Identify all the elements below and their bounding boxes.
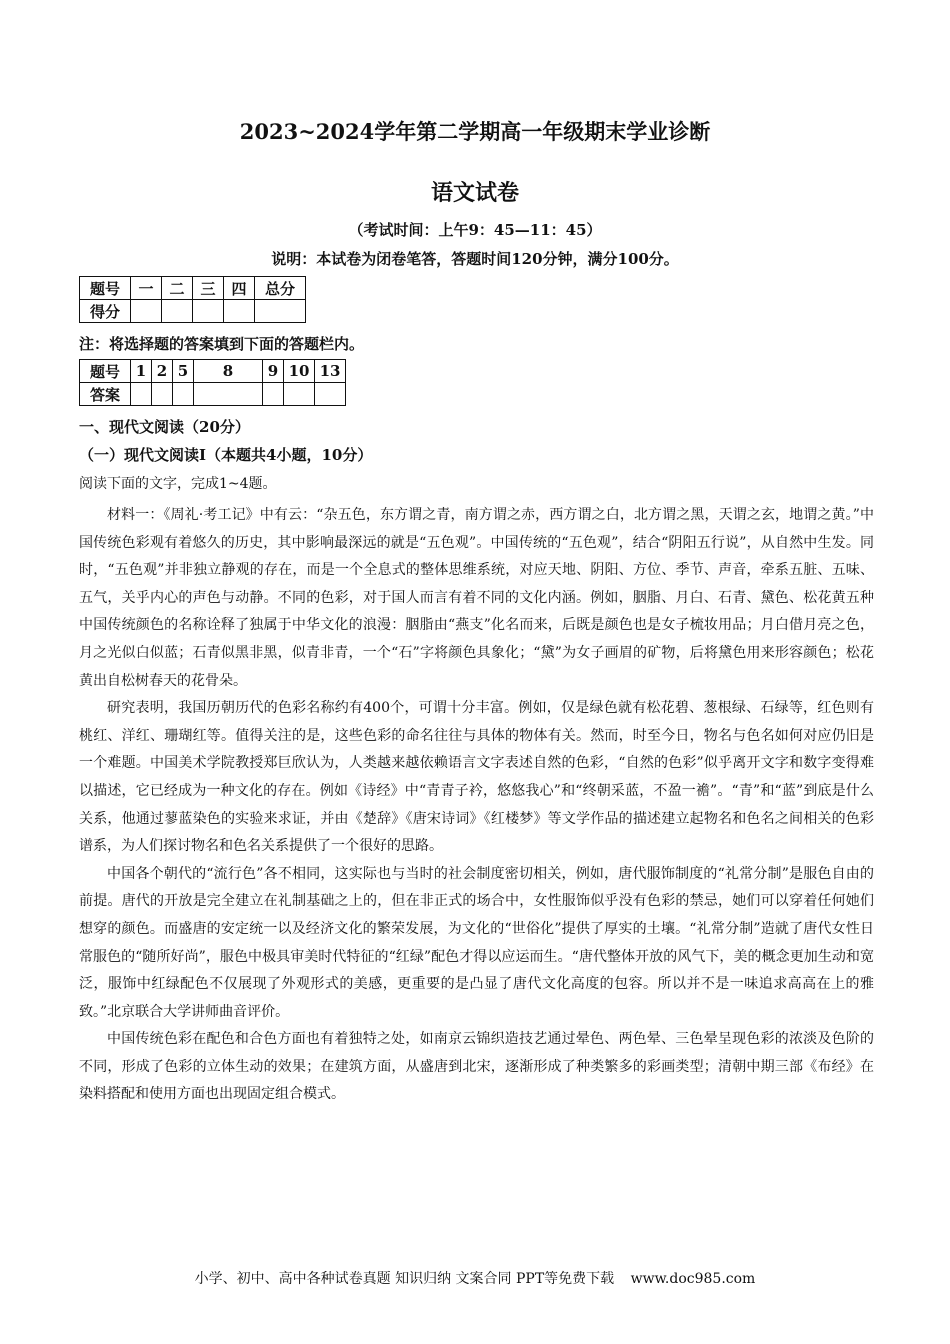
score-cell: 四 — [224, 277, 255, 300]
passage-paragraph: 中国各个朝代的“流行色”各不相同，这实际也与当时的社会制度密切相关，例如，唐代服饰制度的“礼常分制”是服色自由的前提。唐代的开放是完全建立在礼制基础之上的，但在非正式的场合中，女性服饰似乎没有色彩的禁忌，她们可以穿着任何她们想穿的颜色。而盛唐的安定统一以及经济文化的繁荣发展，为文化的“世俗化”提供了厚实的土壤。“礼常分制”造就了唐代女性日常服色的“随所好尚”，服色中极具审美时代特征的“红绿”配色才得以应运而生。“唐代整体开放的风气下，美的概念更加生动和宽泛，服饰中红绿配色不仅展现了外观形式的美感，更重要的是凸显了唐代文化高度的包容。所以并不是一味追求高高在上的雅致。”北京联合大学讲师曲音评价。 — [79, 865, 874, 1020]
answer-blank-cell[interactable] — [284, 383, 315, 406]
answer-blank-cell[interactable] — [131, 383, 152, 406]
answer-table — [79, 359, 346, 406]
reading-intro: 阅读下面的文字，完成1~4题。 — [79, 476, 277, 492]
score-blank-cell[interactable] — [193, 300, 224, 323]
passage-paragraph: 研究表明，我国历朝历代的色彩名称约有400个，可谓十分丰富。例如，仅是绿色就有松花碧、葱根绿、石绿等，红色则有桃红、洋红、珊瑚红等。值得关注的是，这些色彩的命名往往与具体的物体有关。然而，时至今日，物名与色名如何对应仍旧是一个难题。中国美术学院教授郑巨欣认为，人类越来越依赖语言文字表述自然的色彩，“自然的色彩”似乎离开文字和数字变得难以描述，它已经成为一种文化的存在。例如《诗经》中“青青子衿，悠悠我心”和“终朝采蓝，不盈一襜”。“青”和“蓝”到底是什么关系，他通过蓼蓝染色的实验来求证，并由《楚辞》《唐宋诗词》《红楼梦》等文学作品的描述建立起物名和色名之间相关的色彩谱系，为人们探讨物名和色名关系提供了一个很好的思路。 — [79, 700, 874, 855]
answer-cell: 13 — [315, 360, 346, 383]
reading-passage — [79, 502, 874, 1109]
answer-cell: 10 — [284, 360, 315, 383]
answer-cell: 2 — [152, 360, 173, 383]
answer-cell: 题号 — [80, 360, 131, 383]
answer-header-row — [80, 360, 346, 383]
answer-cell: 8 — [194, 360, 263, 383]
score-blank-cell[interactable] — [255, 300, 306, 323]
passage-paragraph: 中国传统色彩在配色和合色方面也有着独特之处，如南京云锦织造技艺通过晕色、两色晕、三色晕呈现色彩的浓淡及色阶的不同，形成了色彩的立体生动的效果；在建筑方面，从盛唐到北宋，逐渐形成了种类繁多的彩画类型；清朝中期三部《布经》在染料搭配和使用方面也出现固定组合模式。 — [79, 1031, 874, 1103]
section-heading: 一、现代文阅读（20分） — [79, 418, 250, 436]
subject-title: 语文试卷 — [430, 180, 519, 206]
score-blank-cell[interactable] — [162, 300, 193, 323]
score-table — [79, 276, 306, 323]
score-cell: 三 — [193, 277, 224, 300]
answer-value-row — [80, 383, 346, 406]
answer-row-label: 答案 — [80, 383, 131, 406]
footer-site-link[interactable]: www.doc985.com — [630, 1271, 756, 1287]
score-blank-cell[interactable] — [224, 300, 255, 323]
instructions: 说明：本试卷为闭卷笔答，答题时间120分钟，满分100分。 — [271, 250, 679, 268]
score-cell: 二 — [162, 277, 193, 300]
answer-blank-cell[interactable] — [173, 383, 194, 406]
answer-blank-cell[interactable] — [194, 383, 263, 406]
answer-note: 注：将选择题的答案填到下面的答题栏内。 — [79, 335, 365, 353]
answer-blank-cell[interactable] — [315, 383, 346, 406]
section-subheading: （一）现代文阅读Ⅰ（本题共4小题，10分） — [79, 446, 373, 464]
page-footer — [0, 1268, 950, 1288]
score-header-row — [80, 277, 306, 300]
answer-blank-cell[interactable] — [152, 383, 173, 406]
footer-slogan: 小学、初中、高中各种试卷真题 知识归纳 文案合同 PPT等免费下载 — [194, 1271, 615, 1287]
answer-cell: 5 — [173, 360, 194, 383]
passage-paragraph: 材料一：《周礼·考工记》中有云：“杂五色，东方谓之青，南方谓之赤，西方谓之白，北方谓之黑，天谓之玄，地谓之黄。”中国传统色彩观有着悠久的历史，其中影响最深远的就是“五色观”。中国传统的“五色观”，结合“阴阳五行说”，从自然中生发。同时，“五色观”并非独立静观的存在，而是一个全息式的整体思维系统，对应天地、阴阳、方位、季节、声音，牵系五脏、五味、五气，关乎内心的声色与动静。不同的色彩，对于国人而言有着不同的文化内涵。例如，胭脂、月白、石青、黛色、松花黄五种中国传统颜色的名称诠释了独属于中华文化的浪漫：胭脂由“燕支”化名而来，后既是颜色也是女子梳妆用品；月白借月亮之色，月之光似白似蓝；石青似黑非黑，似青非青，一个“石”字将颜色具象化；“黛”为女子画眉的矿物，后将黛色用来形容颜色；松花黄出自松树春天的花骨朵。 — [79, 507, 874, 689]
exam-title: 2023~2024学年第二学期高一年级期末学业诊断 — [239, 119, 711, 144]
score-blank-cell[interactable] — [131, 300, 162, 323]
score-value-row — [80, 300, 306, 323]
score-cell: 一 — [131, 277, 162, 300]
score-row-label: 得分 — [80, 300, 131, 323]
score-cell: 题号 — [80, 277, 131, 300]
answer-cell: 9 — [263, 360, 284, 383]
answer-blank-cell[interactable] — [263, 383, 284, 406]
exam-time: （考试时间：上午9：45—11：45） — [348, 221, 602, 239]
answer-cell: 1 — [131, 360, 152, 383]
score-cell: 总分 — [255, 277, 306, 300]
